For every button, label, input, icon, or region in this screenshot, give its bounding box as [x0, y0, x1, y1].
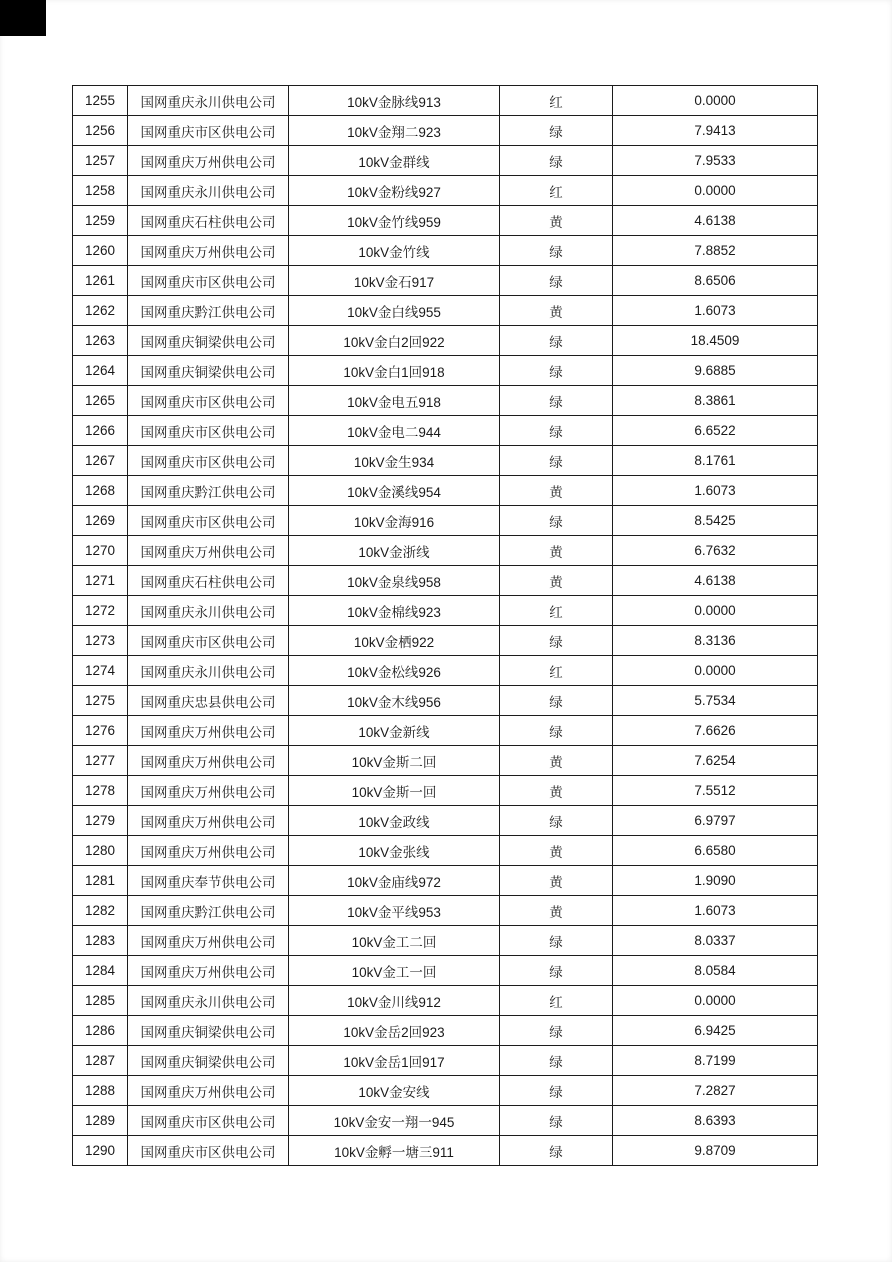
value-cell: 8.3136 — [613, 626, 818, 656]
value-cell: 4.6138 — [613, 566, 818, 596]
value-cell: 8.1761 — [613, 446, 818, 476]
line-name-cell: 10kV金工一回 — [289, 956, 500, 986]
company-cell: 国网重庆铜梁供电公司 — [128, 1046, 289, 1076]
line-name-cell: 10kV金白2回922 — [289, 326, 500, 356]
status-cell: 黄 — [500, 566, 613, 596]
status-cell: 绿 — [500, 446, 613, 476]
row-number-cell: 1271 — [73, 566, 128, 596]
value-cell: 7.6254 — [613, 746, 818, 776]
line-name-cell: 10kV金石917 — [289, 266, 500, 296]
table-row — [73, 476, 818, 506]
value-cell: 0.0000 — [613, 596, 818, 626]
table-row — [73, 266, 818, 296]
table-row — [73, 176, 818, 206]
line-name-cell: 10kV金竹线 — [289, 236, 500, 266]
row-number-cell: 1268 — [73, 476, 128, 506]
company-cell: 国网重庆万州供电公司 — [128, 536, 289, 566]
value-cell: 4.6138 — [613, 206, 818, 236]
table-row — [73, 1046, 818, 1076]
row-number-cell: 1285 — [73, 986, 128, 1016]
table-row — [73, 356, 818, 386]
value-cell: 1.6073 — [613, 296, 818, 326]
status-cell: 红 — [500, 656, 613, 686]
status-cell: 绿 — [500, 266, 613, 296]
status-cell: 黄 — [500, 536, 613, 566]
table-row — [73, 776, 818, 806]
row-number-cell: 1265 — [73, 386, 128, 416]
table-row — [73, 956, 818, 986]
status-cell: 绿 — [500, 716, 613, 746]
status-cell: 绿 — [500, 326, 613, 356]
table-row — [73, 866, 818, 896]
row-number-cell: 1275 — [73, 686, 128, 716]
line-name-cell: 10kV金工二回 — [289, 926, 500, 956]
company-cell: 国网重庆万州供电公司 — [128, 1076, 289, 1106]
status-cell: 黄 — [500, 836, 613, 866]
value-cell: 1.6073 — [613, 896, 818, 926]
table-row — [73, 836, 818, 866]
company-cell: 国网重庆万州供电公司 — [128, 716, 289, 746]
line-name-cell: 10kV金平线953 — [289, 896, 500, 926]
value-cell: 7.6626 — [613, 716, 818, 746]
row-number-cell: 1283 — [73, 926, 128, 956]
row-number-cell: 1280 — [73, 836, 128, 866]
row-number-cell: 1274 — [73, 656, 128, 686]
value-cell: 8.7199 — [613, 1046, 818, 1076]
status-cell: 绿 — [500, 146, 613, 176]
line-name-cell: 10kV金电五918 — [289, 386, 500, 416]
company-cell: 国网重庆黔江供电公司 — [128, 476, 289, 506]
table-row — [73, 236, 818, 266]
company-cell: 国网重庆市区供电公司 — [128, 506, 289, 536]
company-cell: 国网重庆市区供电公司 — [128, 116, 289, 146]
row-number-cell: 1270 — [73, 536, 128, 566]
corner-mark — [0, 0, 46, 36]
table-row — [73, 386, 818, 416]
status-cell: 绿 — [500, 116, 613, 146]
status-cell: 黄 — [500, 476, 613, 506]
table-body — [73, 86, 818, 1166]
status-cell: 红 — [500, 176, 613, 206]
status-cell: 绿 — [500, 416, 613, 446]
row-number-cell: 1289 — [73, 1106, 128, 1136]
value-cell: 6.9425 — [613, 1016, 818, 1046]
line-name-cell: 10kV金松线926 — [289, 656, 500, 686]
company-cell: 国网重庆永川供电公司 — [128, 656, 289, 686]
table-row — [73, 656, 818, 686]
row-number-cell: 1267 — [73, 446, 128, 476]
value-cell: 5.7534 — [613, 686, 818, 716]
line-name-cell: 10kV金群线 — [289, 146, 500, 176]
company-cell: 国网重庆万州供电公司 — [128, 236, 289, 266]
company-cell: 国网重庆市区供电公司 — [128, 416, 289, 446]
line-name-cell: 10kV金孵一塘三911 — [289, 1136, 500, 1166]
table-row — [73, 806, 818, 836]
table-row — [73, 896, 818, 926]
status-cell: 黄 — [500, 776, 613, 806]
company-cell: 国网重庆市区供电公司 — [128, 626, 289, 656]
company-cell: 国网重庆石柱供电公司 — [128, 566, 289, 596]
line-name-cell: 10kV金岳2回923 — [289, 1016, 500, 1046]
row-number-cell: 1281 — [73, 866, 128, 896]
company-cell: 国网重庆铜梁供电公司 — [128, 326, 289, 356]
value-cell: 7.9413 — [613, 116, 818, 146]
status-cell: 绿 — [500, 356, 613, 386]
line-name-cell: 10kV金溪线954 — [289, 476, 500, 506]
status-cell: 黄 — [500, 206, 613, 236]
status-cell: 红 — [500, 596, 613, 626]
row-number-cell: 1279 — [73, 806, 128, 836]
power-line-table — [72, 85, 818, 1166]
status-cell: 绿 — [500, 686, 613, 716]
line-name-cell: 10kV金泉线958 — [289, 566, 500, 596]
status-cell: 绿 — [500, 1016, 613, 1046]
table-row — [73, 1016, 818, 1046]
table-row — [73, 1136, 818, 1166]
company-cell: 国网重庆黔江供电公司 — [128, 896, 289, 926]
table-row — [73, 206, 818, 236]
company-cell: 国网重庆市区供电公司 — [128, 266, 289, 296]
row-number-cell: 1286 — [73, 1016, 128, 1046]
table-row — [73, 146, 818, 176]
value-cell: 6.7632 — [613, 536, 818, 566]
row-number-cell: 1258 — [73, 176, 128, 206]
table-row — [73, 926, 818, 956]
line-name-cell: 10kV金安一翔一945 — [289, 1106, 500, 1136]
status-cell: 绿 — [500, 1076, 613, 1106]
row-number-cell: 1255 — [73, 86, 128, 116]
table-row — [73, 1106, 818, 1136]
line-name-cell: 10kV金木线956 — [289, 686, 500, 716]
value-cell: 9.8709 — [613, 1136, 818, 1166]
line-name-cell: 10kV金岳1回917 — [289, 1046, 500, 1076]
status-cell: 黄 — [500, 896, 613, 926]
company-cell: 国网重庆铜梁供电公司 — [128, 356, 289, 386]
row-number-cell: 1266 — [73, 416, 128, 446]
value-cell: 9.6885 — [613, 356, 818, 386]
table-row — [73, 116, 818, 146]
table-row — [73, 506, 818, 536]
status-cell: 绿 — [500, 506, 613, 536]
line-name-cell: 10kV金脉线913 — [289, 86, 500, 116]
line-name-cell: 10kV金粉线927 — [289, 176, 500, 206]
row-number-cell: 1278 — [73, 776, 128, 806]
row-number-cell: 1257 — [73, 146, 128, 176]
table-row — [73, 626, 818, 656]
company-cell: 国网重庆永川供电公司 — [128, 596, 289, 626]
value-cell: 0.0000 — [613, 176, 818, 206]
company-cell: 国网重庆万州供电公司 — [128, 776, 289, 806]
status-cell: 绿 — [500, 956, 613, 986]
value-cell: 8.6506 — [613, 266, 818, 296]
line-name-cell: 10kV金白线955 — [289, 296, 500, 326]
table-row — [73, 596, 818, 626]
table-row — [73, 746, 818, 776]
value-cell: 7.8852 — [613, 236, 818, 266]
status-cell: 黄 — [500, 746, 613, 776]
row-number-cell: 1282 — [73, 896, 128, 926]
value-cell: 7.9533 — [613, 146, 818, 176]
status-cell: 绿 — [500, 806, 613, 836]
value-cell: 8.0584 — [613, 956, 818, 986]
table-row — [73, 686, 818, 716]
row-number-cell: 1276 — [73, 716, 128, 746]
status-cell: 绿 — [500, 1136, 613, 1166]
row-number-cell: 1269 — [73, 506, 128, 536]
company-cell: 国网重庆铜梁供电公司 — [128, 1016, 289, 1046]
company-cell: 国网重庆永川供电公司 — [128, 986, 289, 1016]
company-cell: 国网重庆万州供电公司 — [128, 956, 289, 986]
table-row — [73, 716, 818, 746]
company-cell: 国网重庆万州供电公司 — [128, 746, 289, 776]
line-name-cell: 10kV金庙线972 — [289, 866, 500, 896]
company-cell: 国网重庆永川供电公司 — [128, 176, 289, 206]
status-cell: 红 — [500, 86, 613, 116]
company-cell: 国网重庆忠县供电公司 — [128, 686, 289, 716]
value-cell: 18.4509 — [613, 326, 818, 356]
value-cell: 7.5512 — [613, 776, 818, 806]
line-name-cell: 10kV金翔二923 — [289, 116, 500, 146]
table-row — [73, 1076, 818, 1106]
line-name-cell: 10kV金安线 — [289, 1076, 500, 1106]
status-cell: 绿 — [500, 1046, 613, 1076]
table-row — [73, 536, 818, 566]
table-row — [73, 296, 818, 326]
company-cell: 国网重庆黔江供电公司 — [128, 296, 289, 326]
row-number-cell: 1277 — [73, 746, 128, 776]
value-cell: 0.0000 — [613, 656, 818, 686]
value-cell: 6.6580 — [613, 836, 818, 866]
row-number-cell: 1264 — [73, 356, 128, 386]
row-number-cell: 1290 — [73, 1136, 128, 1166]
line-name-cell: 10kV金海916 — [289, 506, 500, 536]
row-number-cell: 1287 — [73, 1046, 128, 1076]
line-name-cell: 10kV金川线912 — [289, 986, 500, 1016]
value-cell: 6.6522 — [613, 416, 818, 446]
line-name-cell: 10kV金栖922 — [289, 626, 500, 656]
value-cell: 7.2827 — [613, 1076, 818, 1106]
company-cell: 国网重庆永川供电公司 — [128, 86, 289, 116]
company-cell: 国网重庆万州供电公司 — [128, 146, 289, 176]
row-number-cell: 1256 — [73, 116, 128, 146]
line-name-cell: 10kV金棉线923 — [289, 596, 500, 626]
line-name-cell: 10kV金斯二回 — [289, 746, 500, 776]
row-number-cell: 1288 — [73, 1076, 128, 1106]
value-cell: 1.9090 — [613, 866, 818, 896]
status-cell: 绿 — [500, 386, 613, 416]
value-cell: 0.0000 — [613, 986, 818, 1016]
row-number-cell: 1273 — [73, 626, 128, 656]
value-cell: 8.0337 — [613, 926, 818, 956]
row-number-cell: 1272 — [73, 596, 128, 626]
status-cell: 绿 — [500, 926, 613, 956]
line-name-cell: 10kV金白1回918 — [289, 356, 500, 386]
row-number-cell: 1259 — [73, 206, 128, 236]
status-cell: 黄 — [500, 866, 613, 896]
value-cell: 8.6393 — [613, 1106, 818, 1136]
company-cell: 国网重庆市区供电公司 — [128, 1106, 289, 1136]
row-number-cell: 1263 — [73, 326, 128, 356]
line-name-cell: 10kV金政线 — [289, 806, 500, 836]
table-row — [73, 986, 818, 1016]
row-number-cell: 1262 — [73, 296, 128, 326]
status-cell: 绿 — [500, 236, 613, 266]
company-cell: 国网重庆市区供电公司 — [128, 1136, 289, 1166]
line-name-cell: 10kV金斯一回 — [289, 776, 500, 806]
line-name-cell: 10kV金电二944 — [289, 416, 500, 446]
company-cell: 国网重庆奉节供电公司 — [128, 866, 289, 896]
company-cell: 国网重庆万州供电公司 — [128, 926, 289, 956]
status-cell: 绿 — [500, 626, 613, 656]
line-name-cell: 10kV金竹线959 — [289, 206, 500, 236]
line-name-cell: 10kV金生934 — [289, 446, 500, 476]
status-cell: 红 — [500, 986, 613, 1016]
value-cell: 0.0000 — [613, 86, 818, 116]
status-cell: 绿 — [500, 1106, 613, 1136]
line-name-cell: 10kV金新线 — [289, 716, 500, 746]
company-cell: 国网重庆市区供电公司 — [128, 386, 289, 416]
status-cell: 黄 — [500, 296, 613, 326]
table-row — [73, 416, 818, 446]
row-number-cell: 1284 — [73, 956, 128, 986]
line-name-cell: 10kV金张线 — [289, 836, 500, 866]
company-cell: 国网重庆石柱供电公司 — [128, 206, 289, 236]
company-cell: 国网重庆市区供电公司 — [128, 446, 289, 476]
company-cell: 国网重庆万州供电公司 — [128, 806, 289, 836]
company-cell: 国网重庆万州供电公司 — [128, 836, 289, 866]
value-cell: 8.5425 — [613, 506, 818, 536]
table-row — [73, 326, 818, 356]
line-name-cell: 10kV金浙线 — [289, 536, 500, 566]
value-cell: 1.6073 — [613, 476, 818, 506]
row-number-cell: 1260 — [73, 236, 128, 266]
table-row — [73, 446, 818, 476]
table-row — [73, 86, 818, 116]
table-row — [73, 566, 818, 596]
value-cell: 8.3861 — [613, 386, 818, 416]
value-cell: 6.9797 — [613, 806, 818, 836]
row-number-cell: 1261 — [73, 266, 128, 296]
